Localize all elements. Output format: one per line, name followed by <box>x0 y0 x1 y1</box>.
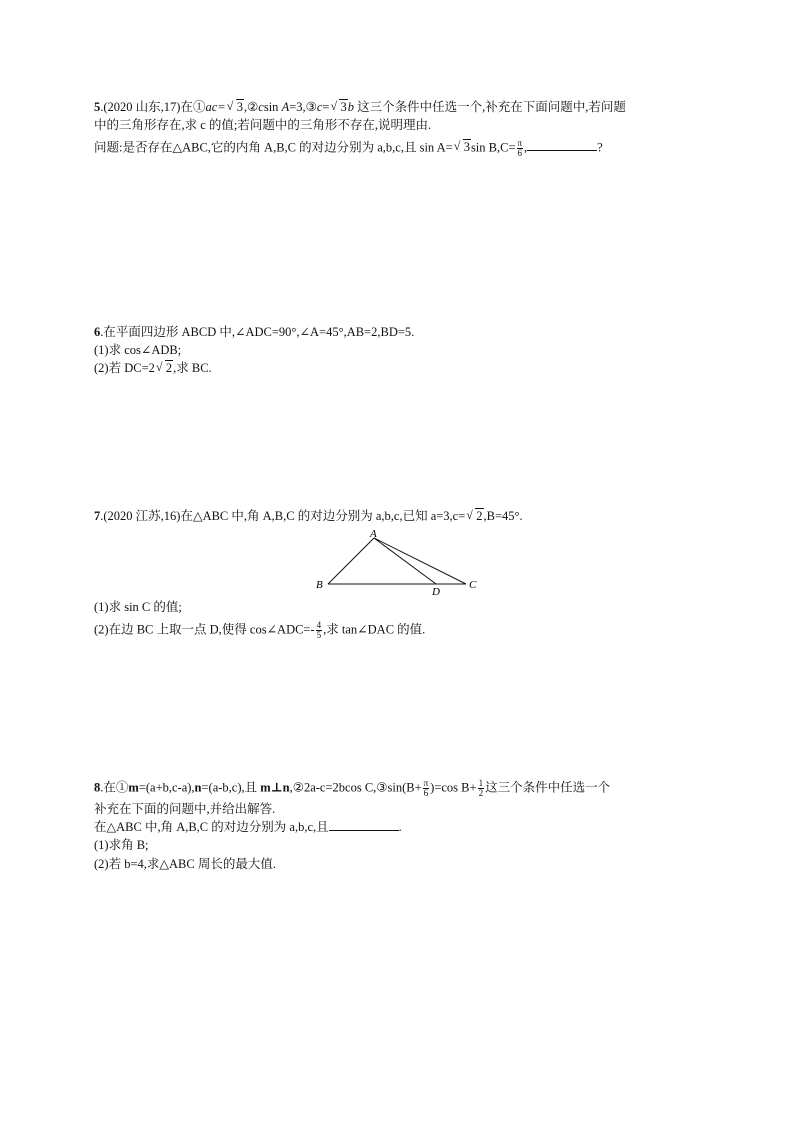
q5-eq: = <box>322 100 330 114</box>
q8-line2: 补充在下面的问题中,并给出解答. <box>94 802 276 816</box>
q5-var-c2: c <box>316 100 323 114</box>
q8-stem-a: .在① <box>100 780 129 795</box>
sqrt-symbol <box>227 99 244 115</box>
frac-denominator: 6 <box>517 148 523 158</box>
fraction <box>316 621 323 640</box>
q8-number: 8 <box>94 780 101 795</box>
q6-line2: (1)求 cos∠ADB; <box>94 343 182 357</box>
q8-stem-d: ,②2a-c=2bcos C,③sin(B+ <box>289 780 422 795</box>
q5-question-mark: ? <box>597 140 603 155</box>
q5-var-a: A <box>281 100 290 114</box>
q7-line2: (1)求 sin C 的值; <box>94 600 182 614</box>
q5-source: .(2020 山东,17)在① <box>100 100 206 114</box>
q7-number: 7 <box>94 509 101 523</box>
vector-n: n <box>194 780 202 795</box>
q8-stem-f: 这三个条件中任选一个 <box>485 780 611 795</box>
q6-part2-a: (2)若 DC=2 <box>94 361 155 375</box>
q7-line3 <box>94 621 425 640</box>
q7-stem: .(2020 江苏,16)在△ABC 中,角 A,B,C 的对边分别为 a,b,c,已知 a=3,c= <box>100 509 466 523</box>
q5-cond1: ac= <box>205 100 226 114</box>
q6-line1 <box>94 324 414 340</box>
label-a: A <box>370 528 377 540</box>
q7-stem-b: ,B=45°. <box>483 509 523 523</box>
q5-question: 问题:是否存在△ABC,它的内角 A,B,C 的对边分别为 a,b,c,且 sin A= <box>94 140 453 155</box>
side-ab <box>328 538 374 584</box>
segment-ad <box>374 538 436 584</box>
q5-text-k: 这三个条件中任选一个,补充在下面问题中,若问题 <box>353 100 626 114</box>
q6-number: 6 <box>94 325 101 339</box>
q5-cond2: =3,③ <box>289 100 317 114</box>
q8-line3 <box>94 819 402 835</box>
answer-blank[interactable] <box>527 139 597 151</box>
q8-question: 在△ABC 中,角 A,B,C 的对边分别为 a,b,c,且 <box>94 820 329 834</box>
q8-period: . <box>398 820 402 834</box>
vector-m: m <box>128 780 139 795</box>
side-ac <box>374 538 466 584</box>
label-b: B <box>316 579 323 591</box>
fraction <box>478 779 485 798</box>
q7-line1 <box>94 508 523 524</box>
frac-denominator: 5 <box>316 630 322 640</box>
q7-sqrt-value: 2 <box>476 509 483 523</box>
frac-numerator: 4 <box>316 620 322 630</box>
frac-denominator: 6 <box>423 788 429 798</box>
q5-sin: sin <box>263 100 282 114</box>
q5-number: 5 <box>94 100 101 114</box>
q6-line3 <box>94 360 212 376</box>
q8-line4: (1)求角 B; <box>94 838 149 852</box>
label-d: D <box>432 586 440 596</box>
q5-sqrt3-value: 3 <box>463 140 470 155</box>
fraction <box>517 139 524 158</box>
triangle-figure <box>312 528 492 596</box>
q5-text-c: ,② <box>243 100 259 114</box>
q6-stem: .在平面四边形 ABCD 中,∠ADC=90°,∠A=45°,AB=2,BD=5. <box>100 325 415 339</box>
q5-sqrt2-value: 3 <box>340 100 347 114</box>
q5-line3 <box>94 139 603 158</box>
answer-blank[interactable] <box>329 819 399 831</box>
q8-stem-e: )=cos B+ <box>430 780 477 795</box>
vector-perp: m⊥n <box>260 780 290 795</box>
q5-line2: 中的三角形存在,求 c 的值;若问题中的三角形不存在,说明理由. <box>94 118 432 132</box>
q5-line1 <box>94 99 626 115</box>
sqrt-symbol <box>330 99 347 115</box>
frac-numerator: π <box>517 138 523 148</box>
label-c: C <box>469 579 477 591</box>
frac-denominator: 2 <box>478 788 484 798</box>
q5-sqrt1-value: 3 <box>236 100 243 114</box>
q5-var-c: c <box>258 100 264 114</box>
sqrt-symbol <box>156 360 173 376</box>
q7-part2-a: (2)在边 BC 上取一点 D,使得 cos∠ADC=- <box>94 622 315 637</box>
q6-part2-b: ,求 BC. <box>173 361 212 375</box>
q8-line1 <box>94 779 610 798</box>
q5-comma: , <box>524 140 528 155</box>
sqrt-symbol <box>466 508 483 524</box>
fraction <box>423 779 430 798</box>
frac-numerator: 1 <box>478 778 484 788</box>
q5-question-b: sin B,C= <box>470 140 516 155</box>
q8-stem-b: =(a+b,c-a), <box>138 780 195 795</box>
frac-numerator: π <box>423 778 429 788</box>
q8-line5: (2)若 b=4,求△ABC 周长的最大值. <box>94 857 276 871</box>
sqrt-symbol <box>454 139 471 155</box>
q8-stem-c: =(a-b,c),且 <box>201 780 261 795</box>
q6-sqrt-value: 2 <box>165 361 173 375</box>
q5-var-b: b <box>347 100 354 114</box>
q7-part2-b: ,求 tan∠DAC 的值. <box>323 622 426 637</box>
